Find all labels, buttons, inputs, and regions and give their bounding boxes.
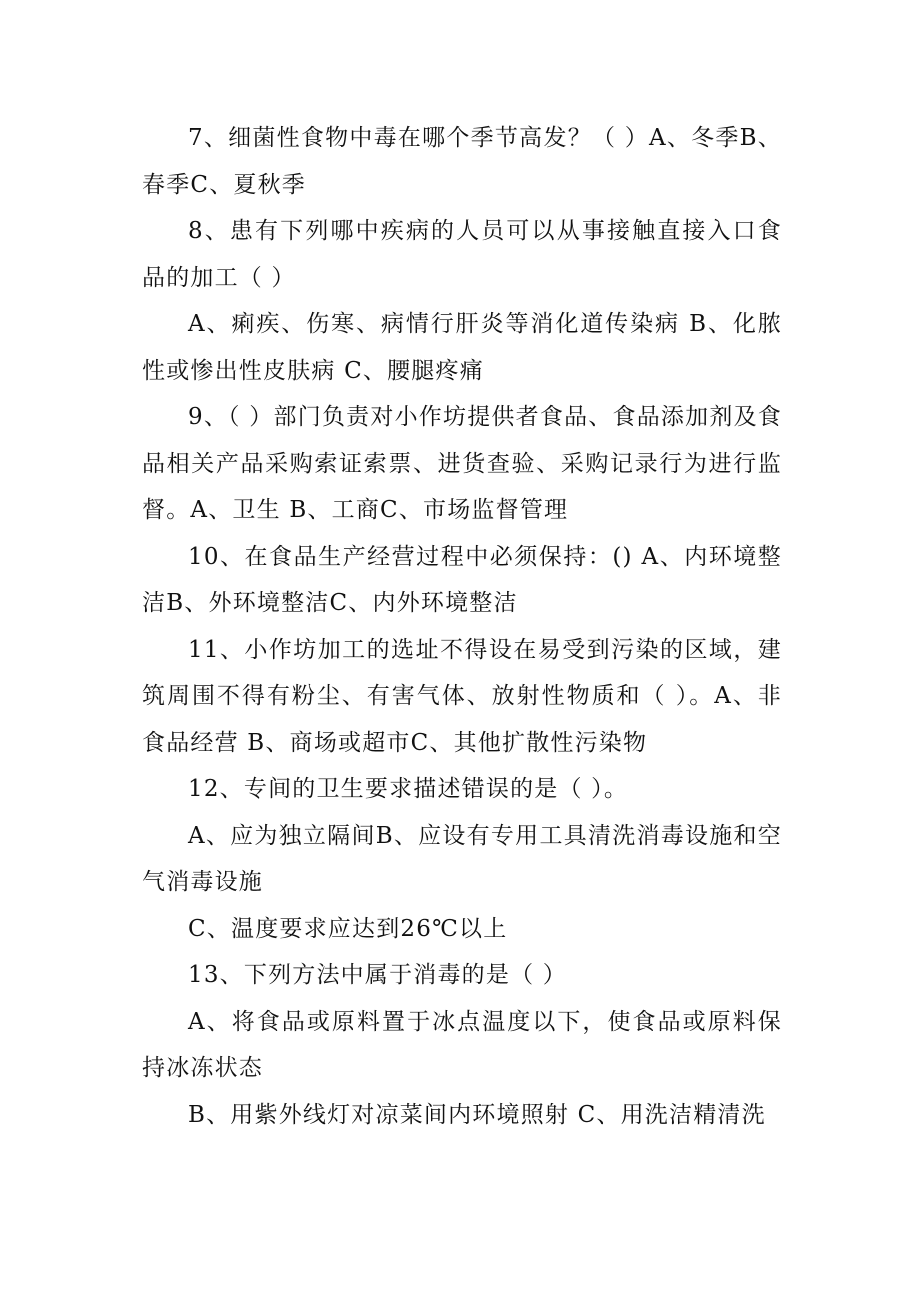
question-11: 11、小作坊加工的选址不得设在易受到污染的区域，建筑周围不得有粉尘、有害气体、放射性物质和（ ）。A、非食品经营 B、商场或超市C、其他扩散性污染物 [142, 636, 782, 756]
question-10: 10、在食品生产经营过程中必须保持：() A、内环境整洁B、外环境整洁C、内外环境整洁 [142, 543, 782, 616]
question-8-options: A、痢疾、伤寒、病情行肝炎等消化道传染病 B、化脓性或惨出性皮肤病 C、腰腿疼痛 [142, 311, 782, 384]
document-body [142, 115, 782, 1138]
question-7: 7、细菌性食物中毒在哪个季节高发？（ ）A、冬季B、春季C、夏秋季 [142, 125, 782, 198]
question-12-option-c: C、温度要求应达到26℃以上 [188, 915, 508, 942]
question-8: 8、患有下列哪中疾病的人员可以从事接触直接入口食品的加工（ ） [142, 218, 782, 291]
question-13: 13、下列方法中属于消毒的是（ ） [188, 962, 567, 988]
question-12-options-ab: A、应为独立隔间B、应设有专用工具清洗消毒设施和空气消毒设施 [142, 822, 782, 895]
question-13-options-bc: B、用紫外线灯对凉菜间内环境照射 C、用洗洁精清洗 [188, 1101, 766, 1128]
question-12: 12、专间的卫生要求描述错误的是（ ）。 [188, 776, 629, 802]
question-9: 9、（ ）部门负责对小作坊提供者食品、食品添加剂及食品相关产品采购索证索票、进货查验、采购记录行为进行监督。A、卫生 B、工商C、市场监督管理 [142, 404, 782, 523]
question-13-option-a: A、将食品或原料置于冰点温度以下，使食品或原料保持冰冻状态 [142, 1008, 782, 1081]
